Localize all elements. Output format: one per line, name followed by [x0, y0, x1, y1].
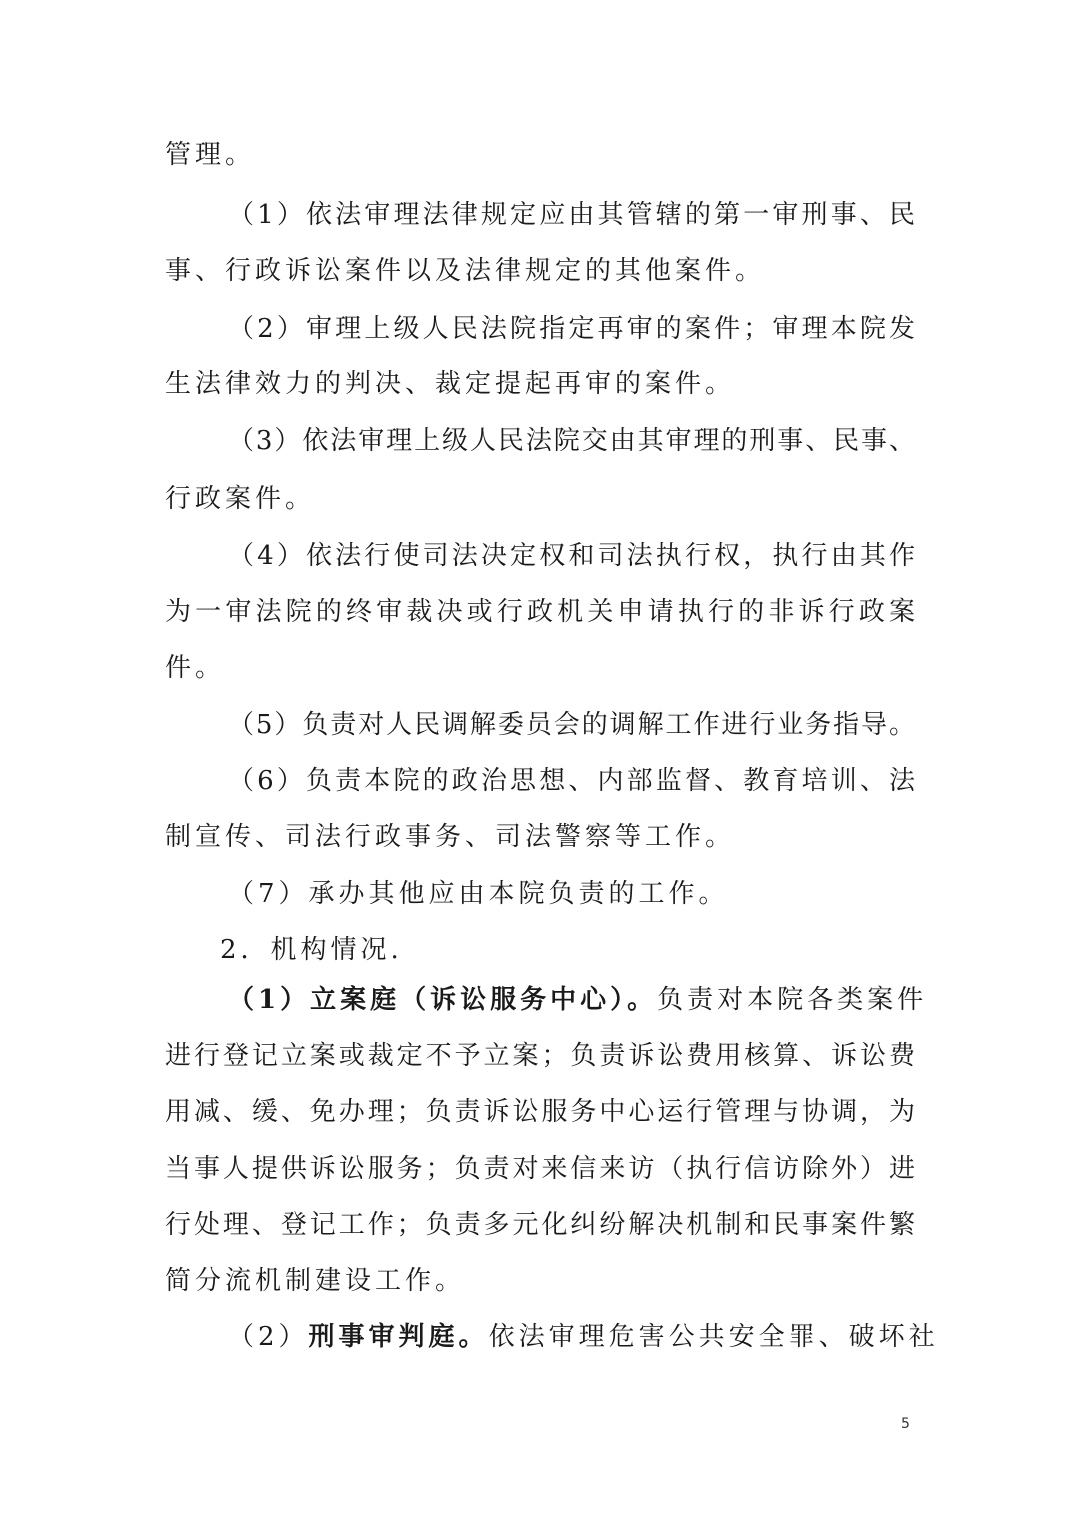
paragraph-first-line	[228, 983, 928, 1017]
text-line: 行政案件。	[165, 484, 316, 514]
text-line: （1）依法审理法律规定应由其管辖的第一审刑事、民	[228, 200, 915, 230]
text-line: （5）负责对人民调解委员会的调解工作进行业务指导。	[228, 710, 915, 740]
paragraph-text: 负责对本院各类案件	[657, 985, 928, 1015]
text-line: （7）承办其他应由本院负责的工作。	[228, 879, 729, 909]
heading-criminal-division: 刑事审判庭。	[308, 1322, 489, 1352]
text-line: 管理。	[165, 140, 256, 170]
text-line: 进行登记立案或裁定不予立案；负责诉讼费用核算、诉讼费	[165, 1041, 915, 1071]
text-line: 当事人提供诉讼服务；负责对来信来访（执行信访除外）进	[165, 1154, 915, 1184]
text-line: 为一审法院的终审裁决或行政机关申请执行的非诉行政案	[165, 597, 915, 627]
text-line: 事、行政诉讼案件以及法律规定的其他案件。	[165, 256, 766, 286]
paragraph-first-line	[228, 1320, 939, 1354]
page-number: 5	[901, 1416, 910, 1432]
text-line: 用减、缓、免办理；负责诉讼服务中心运行管理与协调，为	[165, 1097, 915, 1127]
text-line: 件。	[165, 653, 226, 683]
text-line: 制宣传、司法行政事务、司法警察等工作。	[165, 822, 736, 852]
paragraph-text: 依法审理危害公共安全罪、破坏社	[488, 1322, 939, 1352]
heading-filing-division: （1）立案庭（诉讼服务中心）。	[228, 985, 658, 1015]
text-line: 简分流机制建设工作。	[165, 1266, 466, 1296]
text-line: 生法律效力的判决、裁定提起再审的案件。	[165, 369, 736, 399]
section-heading: 2．机构情况.	[220, 935, 403, 965]
text-line: 行处理、登记工作；负责多元化纠纷解决机制和民事案件繁	[165, 1210, 915, 1240]
text-line: （3）依法审理上级人民法院交由其审理的刑事、民事、	[228, 426, 915, 456]
paragraph-number: （2）	[228, 1322, 309, 1352]
text-line: （4）依法行使司法决定权和司法执行权，执行由其作	[228, 541, 915, 571]
text-line: （2）审理上级人民法院指定再审的案件；审理本院发	[228, 314, 915, 344]
text-line: （6）负责本院的政治思想、内部监督、教育培训、法	[228, 766, 915, 796]
